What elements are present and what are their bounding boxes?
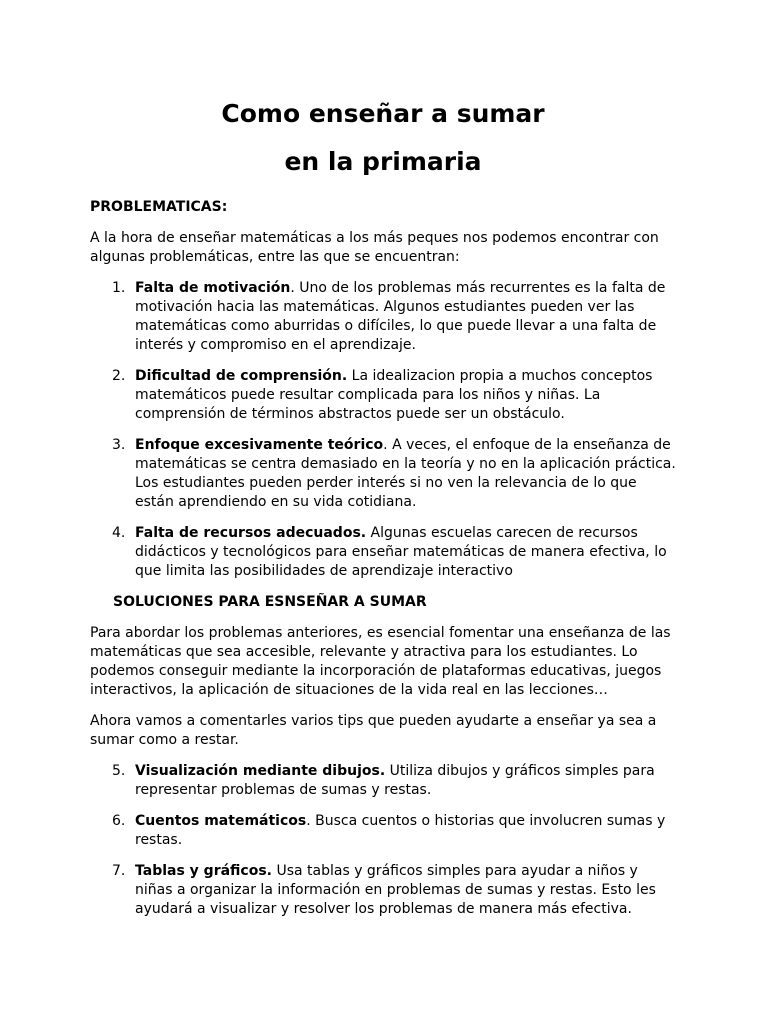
list-item-lead: Tablas y gráficos.: [135, 863, 272, 879]
list-item-lead: Visualización mediante dibujos.: [135, 763, 386, 779]
list-item-lead: Dificultad de comprensión.: [135, 368, 348, 384]
list-item-text: . Uno de los problemas más recurrentes es la falta de motivación hacia las matemáticas. Algunos estudiantes pueden ver las matemáticas como aburridas o difíciles, lo que puede llevar a una falta de interés y compromiso en el aprendizaje.: [135, 280, 666, 353]
list-number: 4.: [112, 525, 126, 541]
problems-heading: PROBLEMATICAS:: [90, 199, 228, 215]
title-line-1: Como enseñar a sumar: [221, 99, 545, 128]
list-number: 5.: [112, 763, 126, 779]
list-item-text: . A veces, el enfoque de la enseñanza de matemáticas se centra demasiado en la teoría y no en la aplicación práctica. Los estudiantes pueden perder interés si no ven la relevancia de lo que están aprendiendo en su vida cotidiana.: [135, 437, 676, 510]
list-item-text: Usa tablas y gráficos simples para ayudar a niños y niñas a organizar la información en problemas de sumas y restas. Esto les ayudará a visualizar y resolver los problemas de manera más efectiva.: [135, 863, 656, 917]
list-item: [90, 762, 676, 800]
tips-list: [90, 762, 676, 919]
list-item: [90, 279, 676, 355]
list-item: [90, 812, 676, 850]
solutions-heading: SOLUCIONES PARA ESNSEÑAR A SUMAR: [113, 594, 427, 610]
list-item-text: La idealizacion propia a muchos conceptos matemáticos puede resultar complicada para los niños y niñas. La comprensión de términos abstractos puede ser un obstáculo.: [135, 368, 653, 422]
list-item-lead: Enfoque excesivamente teórico: [135, 437, 384, 453]
problems-list: [90, 279, 676, 581]
list-item-text: Algunas escuelas carecen de recursos didácticos y tecnológicos para enseñar matemáticas de manera efectiva, lo que limita las posibilidades de aprendizaje interactivo: [135, 525, 667, 579]
list-item-lead: Falta de recursos adecuados.: [135, 525, 367, 541]
list-number: 6.: [112, 813, 126, 829]
list-number: 2.: [112, 368, 126, 384]
list-number: 1.: [112, 280, 126, 296]
list-number: 3.: [112, 437, 126, 453]
list-item-text: Utiliza dibujos y gráficos simples para representar problemas de sumas y restas.: [135, 763, 655, 798]
list-item-lead: Falta de motivación: [135, 280, 291, 296]
document-title: [90, 90, 676, 186]
list-item: [90, 367, 676, 424]
list-item: [90, 436, 676, 512]
problems-intro: A la hora de enseñar matemáticas a los más peques nos podemos encontrar con algunas problemáticas, entre las que se encuentran:: [90, 230, 659, 265]
solutions-paragraph-1: Para abordar los problemas anteriores, es esencial fomentar una enseñanza de las matemáticas que sea accesible, relevante y atractiva para los estudiantes. Lo podemos conseguir mediante la incorporación de plataformas educativas, juegos interactivos, la aplicación de situaciones de la vida real en las lecciones…: [90, 625, 671, 698]
list-number: 7.: [112, 863, 126, 879]
list-item-text: . Busca cuentos o historias que involucren sumas y restas.: [135, 813, 666, 848]
list-item: [90, 524, 676, 581]
solutions-paragraph-2: Ahora vamos a comentarles varios tips que pueden ayudarte a enseñar ya sea a sumar como a restar.: [90, 713, 657, 748]
title-line-2: en la primaria: [284, 147, 482, 176]
list-item: [90, 862, 676, 919]
list-item-lead: Cuentos matemáticos: [135, 813, 307, 829]
